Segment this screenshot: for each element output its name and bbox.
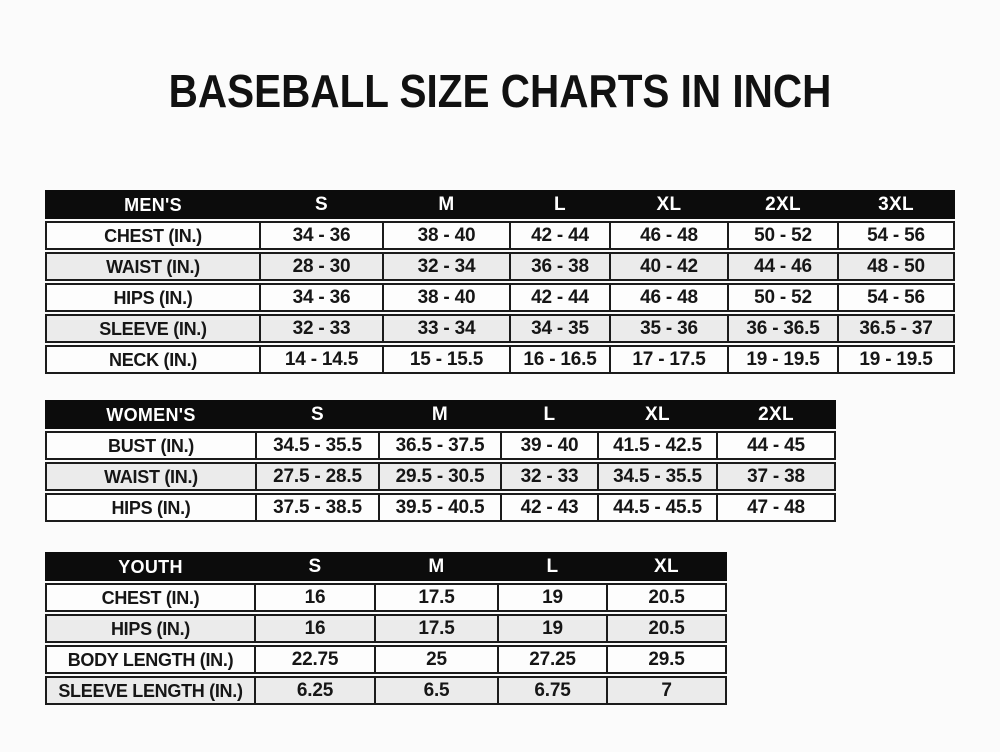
size-value-cell: 17.5	[374, 616, 497, 641]
size-value-cell: 7	[606, 678, 725, 703]
column-header: S	[254, 554, 374, 579]
table-row	[45, 431, 836, 460]
header-row	[45, 400, 836, 429]
size-value-cell: 20.5	[606, 616, 725, 641]
size-value-cell: 17.5	[374, 585, 497, 610]
size-value-cell: 42 - 43	[500, 495, 597, 520]
column-header: XL	[606, 554, 725, 579]
size-value-cell: 15 - 15.5	[382, 347, 509, 372]
column-header: 2XL	[716, 402, 834, 427]
youth-size-table	[45, 552, 727, 707]
size-value-cell: 38 - 40	[382, 285, 509, 310]
table-row	[45, 676, 727, 705]
size-value-cell: 36 - 38	[509, 254, 609, 279]
size-value-cell: 32 - 34	[382, 254, 509, 279]
row-label: HIPS (IN.)	[113, 287, 193, 308]
size-value-cell: 29.5 - 30.5	[378, 464, 500, 489]
table-row	[45, 583, 727, 612]
size-value-cell: 20.5	[606, 585, 725, 610]
size-value-cell: 44 - 46	[727, 254, 837, 279]
size-value-cell: 36.5 - 37.5	[378, 433, 500, 458]
size-value-cell: 34.5 - 35.5	[597, 464, 716, 489]
size-value-cell: 19 - 19.5	[837, 347, 953, 372]
column-header: L	[497, 554, 606, 579]
size-value-cell: 42 - 44	[509, 285, 609, 310]
size-value-cell: 19 - 19.5	[727, 347, 837, 372]
size-value-cell: 14 - 14.5	[259, 347, 382, 372]
size-value-cell: 16	[254, 616, 374, 641]
womens-size-table	[45, 400, 836, 524]
size-value-cell: 38 - 40	[382, 223, 509, 248]
size-value-cell: 16	[254, 585, 374, 610]
size-value-cell: 28 - 30	[259, 254, 382, 279]
row-label: CHEST (IN.)	[101, 587, 200, 608]
column-header: XL	[609, 192, 727, 217]
row-label: SLEEVE (IN.)	[99, 318, 207, 339]
column-header: L	[500, 402, 597, 427]
table-row	[45, 614, 727, 643]
size-value-cell: 17 - 17.5	[609, 347, 727, 372]
table-row	[45, 462, 836, 491]
row-label: WAIST (IN.)	[106, 256, 200, 277]
size-value-cell: 27.25	[497, 647, 606, 672]
row-label: BUST (IN.)	[108, 435, 194, 456]
size-value-cell: 16 - 16.5	[509, 347, 609, 372]
size-value-cell: 29.5	[606, 647, 725, 672]
size-value-cell: 36 - 36.5	[727, 316, 837, 341]
column-header: M	[378, 402, 500, 427]
size-value-cell: 32 - 33	[500, 464, 597, 489]
size-value-cell: 39.5 - 40.5	[378, 495, 500, 520]
row-label: HIPS (IN.)	[111, 497, 191, 518]
size-value-cell: 19	[497, 616, 606, 641]
column-header: WOMEN'S	[106, 404, 196, 425]
column-header: S	[259, 192, 382, 217]
size-value-cell: 19	[497, 585, 606, 610]
size-value-cell: 48 - 50	[837, 254, 953, 279]
size-value-cell: 37.5 - 38.5	[255, 495, 378, 520]
size-value-cell: 6.5	[374, 678, 497, 703]
size-value-cell: 47 - 48	[716, 495, 834, 520]
size-value-cell: 36.5 - 37	[837, 316, 953, 341]
size-value-cell: 41.5 - 42.5	[597, 433, 716, 458]
size-value-cell: 6.75	[497, 678, 606, 703]
size-value-cell: 34 - 35	[509, 316, 609, 341]
size-value-cell: 54 - 56	[837, 223, 953, 248]
size-value-cell: 22.75	[254, 647, 374, 672]
size-value-cell: 27.5 - 28.5	[255, 464, 378, 489]
row-label: SLEEVE LENGTH (IN.)	[58, 680, 243, 701]
header-row	[45, 552, 727, 581]
column-header: L	[509, 192, 609, 217]
row-label: WAIST (IN.)	[104, 466, 198, 487]
column-header: YOUTH	[118, 556, 183, 577]
size-value-cell: 37 - 38	[716, 464, 834, 489]
size-value-cell: 54 - 56	[837, 285, 953, 310]
mens-size-table	[45, 190, 955, 376]
row-label: HIPS (IN.)	[110, 618, 190, 639]
row-label: BODY LENGTH (IN.)	[67, 649, 234, 670]
column-header: 3XL	[837, 192, 953, 217]
table-row	[45, 645, 727, 674]
size-value-cell: 50 - 52	[727, 285, 837, 310]
size-value-cell: 25	[374, 647, 497, 672]
table-row	[45, 314, 955, 343]
table-row	[45, 252, 955, 281]
size-value-cell: 34 - 36	[259, 223, 382, 248]
size-value-cell: 34 - 36	[259, 285, 382, 310]
size-value-cell: 44.5 - 45.5	[597, 495, 716, 520]
size-value-cell: 32 - 33	[259, 316, 382, 341]
page-title: BASEBALL SIZE CHARTS IN INCH	[168, 65, 832, 117]
size-value-cell: 46 - 48	[609, 285, 727, 310]
size-value-cell: 44 - 45	[716, 433, 834, 458]
size-value-cell: 40 - 42	[609, 254, 727, 279]
table-row	[45, 283, 955, 312]
column-header: 2XL	[727, 192, 837, 217]
row-label: CHEST (IN.)	[104, 225, 202, 246]
size-value-cell: 46 - 48	[609, 223, 727, 248]
column-header: XL	[597, 402, 716, 427]
header-row	[45, 190, 955, 219]
size-value-cell: 39 - 40	[500, 433, 597, 458]
size-value-cell: 50 - 52	[727, 223, 837, 248]
column-header: M	[382, 192, 509, 217]
column-header: M	[374, 554, 497, 579]
table-row	[45, 221, 955, 250]
row-label: NECK (IN.)	[109, 349, 197, 370]
size-value-cell: 35 - 36	[609, 316, 727, 341]
size-value-cell: 6.25	[254, 678, 374, 703]
table-row	[45, 493, 836, 522]
size-value-cell: 42 - 44	[509, 223, 609, 248]
column-header: S	[255, 402, 378, 427]
column-header: MEN'S	[124, 194, 182, 215]
size-value-cell: 33 - 34	[382, 316, 509, 341]
size-value-cell: 34.5 - 35.5	[255, 433, 378, 458]
table-row	[45, 345, 955, 374]
